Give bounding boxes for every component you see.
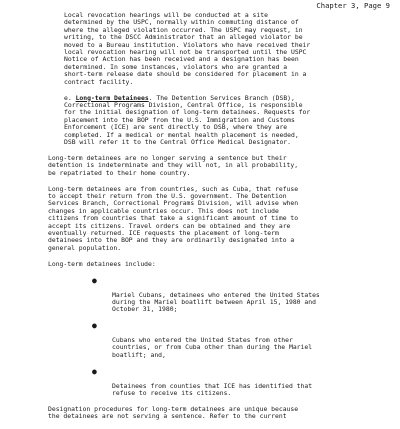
no-longer-serving-paragraph: Long-term detainees are no longer serving a sentence but their detention is indeterminate and they will not, in all probability, be repatriated to their home country. (48, 153, 299, 177)
section-e-title: Long-term Detainees (75, 93, 149, 102)
bullet-icon: ● (92, 275, 97, 285)
list-item-text: Cubans who entered the United States from other countries, or from Cuba other than during the Mariel boatlift; and, (112, 336, 313, 359)
page-header: Chapter 3, Page 9 (316, 1, 390, 10)
list-item-text: Detainees from counties that ICE has identified that refuse to receive its citizens. (112, 381, 313, 397)
list-item (48, 368, 390, 398)
detainee-types-list (48, 277, 390, 398)
bullet-icon: ● (92, 321, 97, 331)
long-term-detainees-section (48, 95, 390, 147)
list-item (48, 277, 390, 314)
list-item-text: Mariel Cubans, detainees who entered the United States during the Mariel boatlift between April 15, 1980 and October 31, 1980; (112, 290, 320, 314)
designation-paragraph: Designation procedures for long-term detainees are unique because the detainees are not serving a sentence. Refer to the current (48, 404, 299, 421)
countries-paragraph: Long-term detainees are from countries, such as Cuba, that refuse to accept their return from the U.S. government. The Detention Services Branch, Correctional Programs Division, will advise when changes in applicable countries occur. This does not include citizens from countries that take a significant amount of time to accept its citizens. Travel orders can be obtained and they are eventually returned. ICE requests the placement of long-term detainees into the BOP and they are ordinarily designated into a general population. (48, 184, 299, 252)
section-e-label: e. (64, 93, 72, 102)
list-item (48, 322, 390, 359)
bullet-icon: ● (92, 366, 97, 376)
include-intro: Long-term detainees include: (48, 259, 156, 268)
section-e-body: . The Detention Services Branch (DSB), Correctional Programs Division, Central Office, is responsible for the initial designation of long-term detainees. Requests for placement into the BOP from the U.S. Immigration and Customs Enforcement (ICE) are sent directly to DSB, where they are completed. If a medical or mental health placement is needed, DSB will refer it to the Central Office Medical Designator. (64, 93, 311, 146)
document-body (48, 12, 390, 429)
revocation-hearings-paragraph: Local revocation hearings will be conducted at a site determined by the USPC, normally within commuting distance of where the alleged violation occurred. The USPC may request, in writing, to the DSCC Administrator that an alleged violator be moved to a Bureau institution. Violators who have received their local revocation hearing will not be transported until the USPC Notice of Action has been received and a designation has been determined. In some instances, violators who are granted a short-term release date should be considered for placement in a contract facility. (64, 11, 311, 86)
